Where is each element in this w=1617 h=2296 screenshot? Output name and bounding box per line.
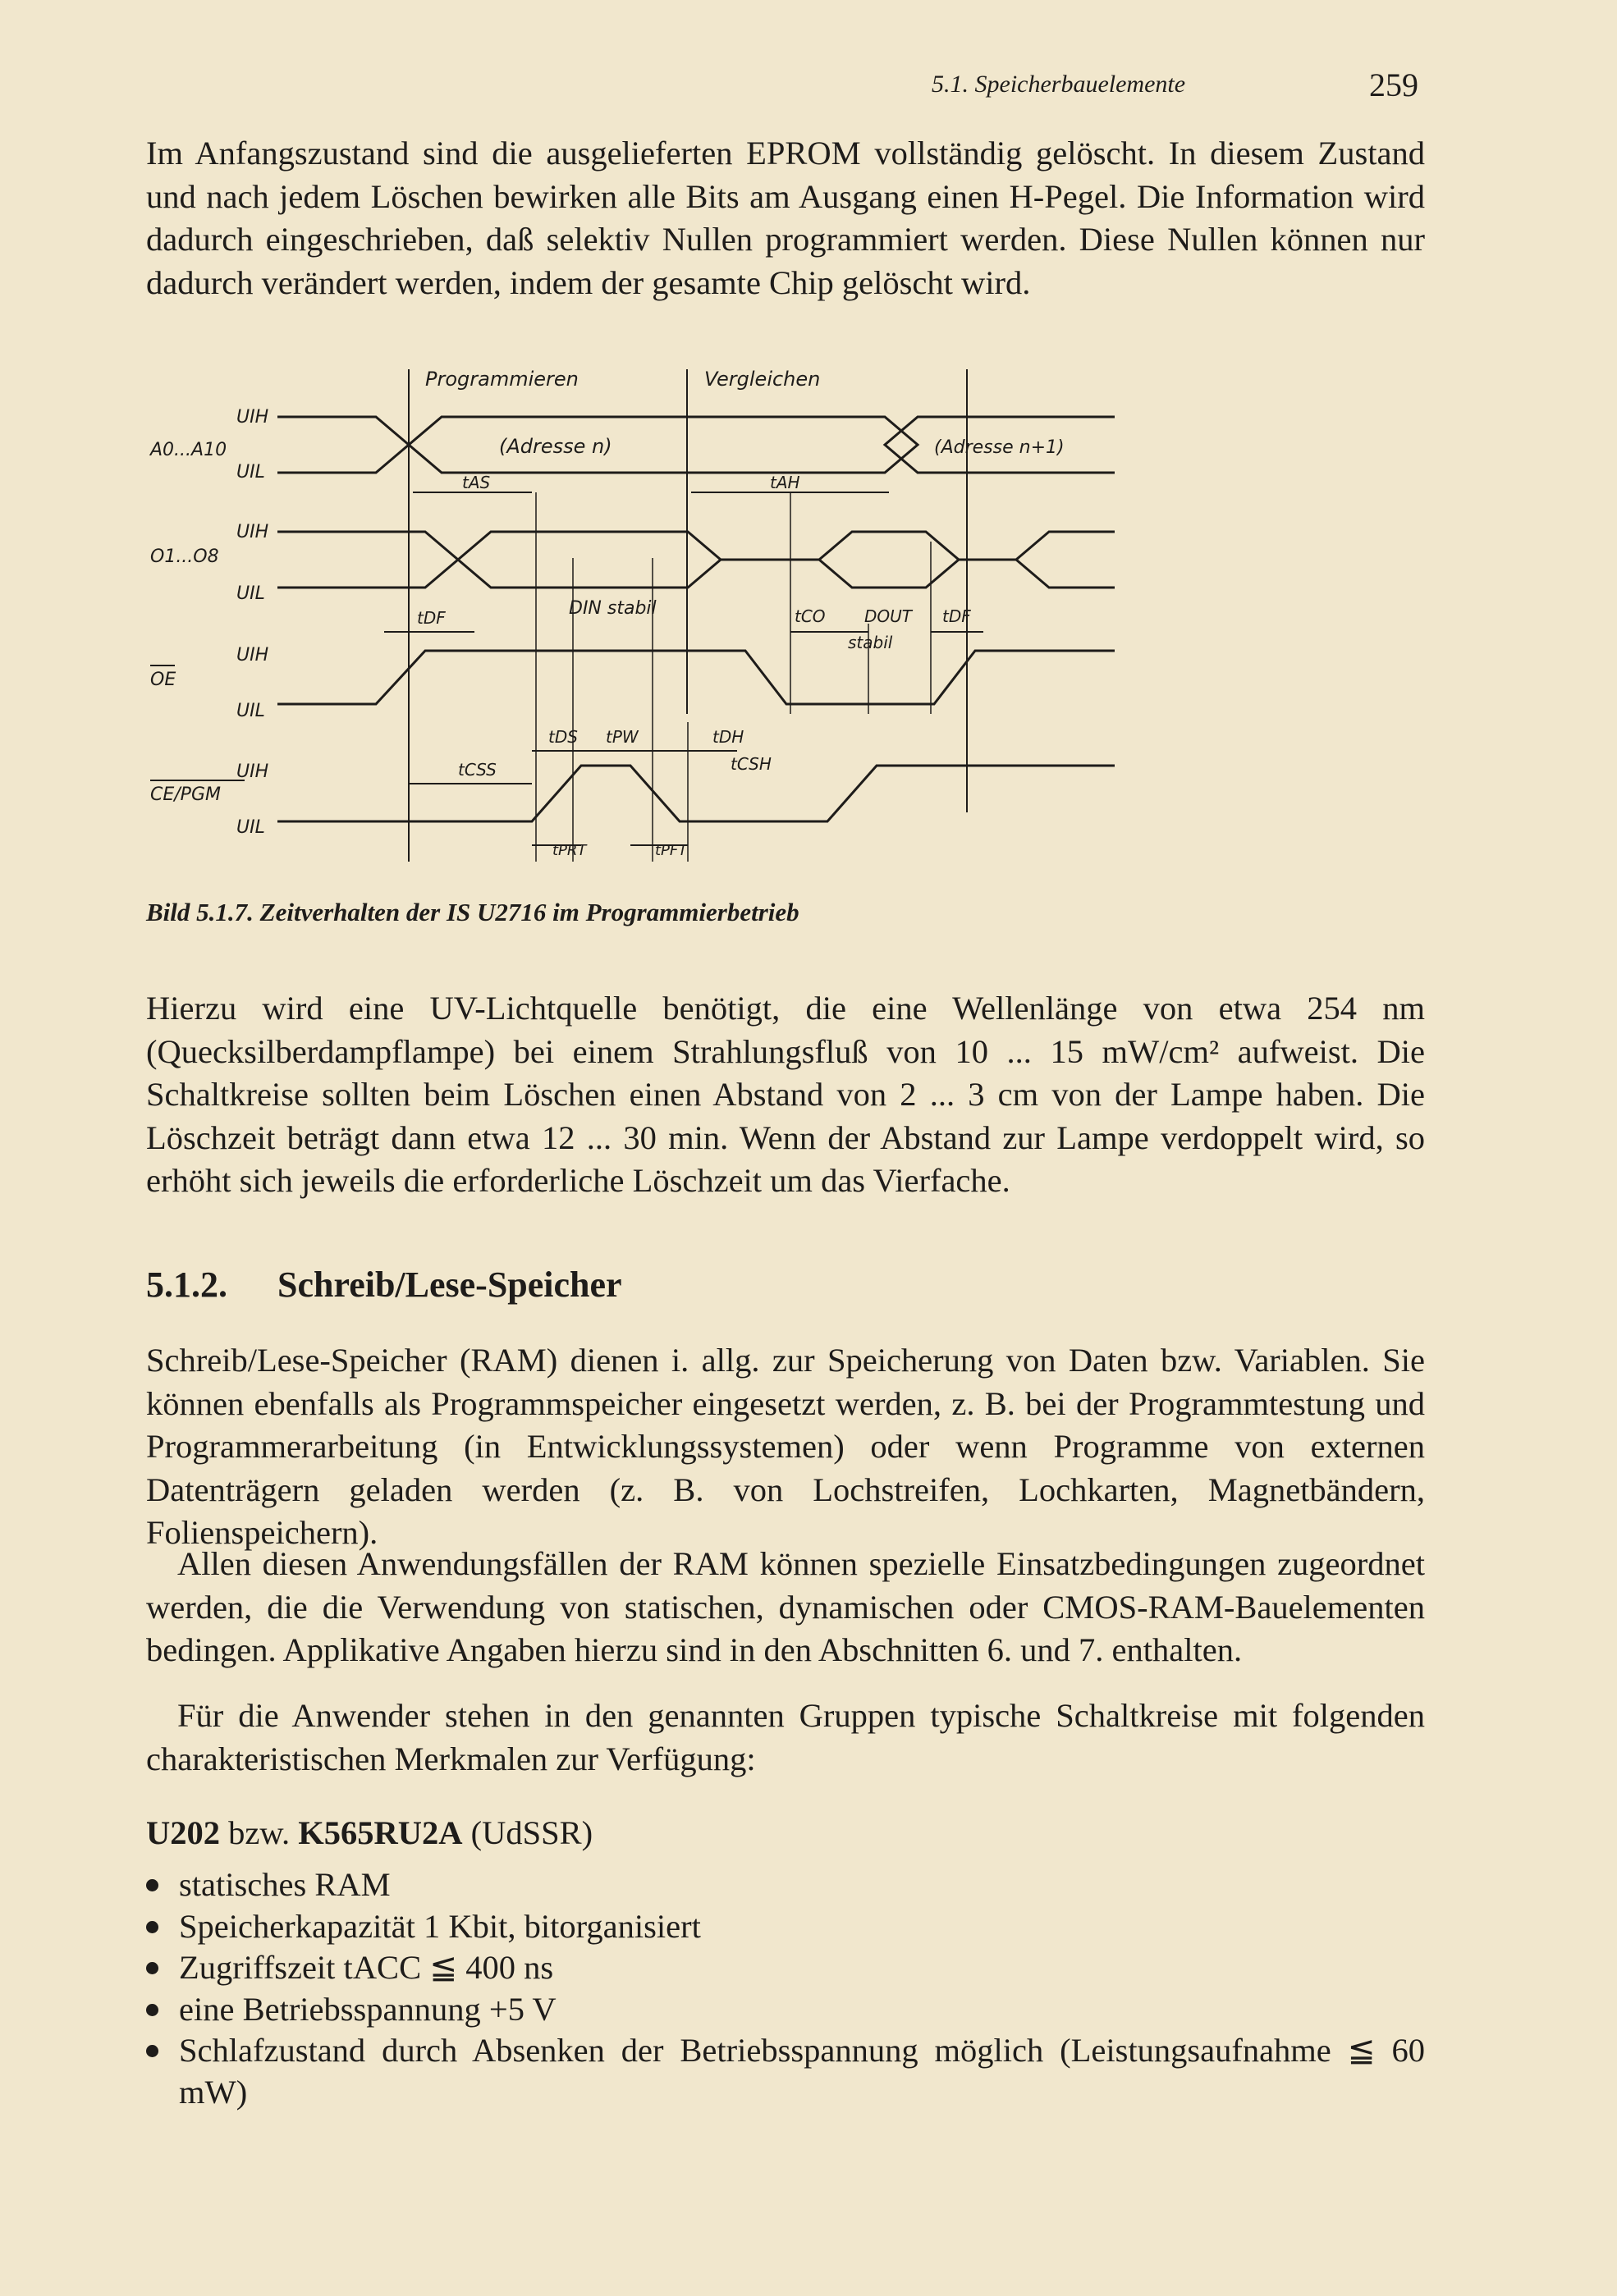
waveform-oe [277,651,1115,704]
level-high-oe: UIH [236,645,269,665]
waveform-ce-pgm [277,766,1115,821]
timing-diagram-svg [146,353,1131,886]
label-dout: DOUT [864,606,912,626]
paragraph-ram-groups: Für die Anwender stehen in den genannten Gruppen typische Schaltkreise mit folgenden charakteristischen Merkmalen zur Verfügung: [146,1697,1425,1777]
device-origin: (UdSSR) [470,1814,593,1851]
level-low-address: UIL [236,462,265,483]
bullet-icon [146,2004,158,2016]
waveform-address-b [409,417,918,473]
section-title: Schreib/Lese-Speicher [277,1265,622,1305]
timing-tdh: tDH [712,727,744,747]
level-high-data: UIH [236,522,269,542]
paragraph-ram-applications: Allen diesen Anwendungsfällen der RAM können spezielle Einsatzbedingungen zugeordnet werden, die die Verwendung von statischen, dynamischen oder CMOS-RAM-Bauelementen bedingen. Applikative Angaben hierzu sind in den Abschnitten 6. und 7. enthalten. [146,1545,1425,1668]
list-item: Schlafzustand durch Absenken der Betriebsspannung möglich (Leistungsaufnahme ≦ 60 mW) [146,2030,1425,2113]
device-connector: bzw. [228,1814,291,1851]
device-alt-name: K565RU2A [298,1814,463,1851]
level-high-ce: UIH [236,762,269,782]
level-low-ce: UIL [236,817,265,838]
list-item: eine Betriebsspannung +5 V [146,1989,1425,2031]
phase-label-verify: Vergleichen [704,368,821,391]
timing-tas: tAS [462,473,491,492]
bullet-icon [146,1962,158,1974]
timing-tds: tDS [548,727,578,747]
timing-tah: tAH [770,473,800,492]
timing-tdf-1: tDF [417,608,446,628]
list-item: Speicherkapazität 1 Kbit, bitorganisiert [146,1906,1425,1948]
device-feature-list [146,1864,1425,2113]
timing-diagram [146,353,1131,886]
label-address-n: (Adresse n) [499,435,612,458]
level-low-data: UIL [236,583,265,604]
paragraph-ram-intro: Schreib/Lese-Speicher (RAM) dienen i. allg. zur Speicherung von Daten bzw. Variablen. Sie können ebenfalls als Programmspeicher eingesetzt werden, z. B. bei der Programmtestung und Programmerarbeitung (in Entwicklungssystemen) oder wenn Programme von externen Datenträgern geladen werden (z. B. von Lochstreifen, Lochkarten, Magnetbändern, Folienspeichern). [146,1342,1425,1551]
timing-tdf-2: tDF [942,606,971,626]
signal-ce-pgm: CE/PGM [150,784,221,805]
signal-address: A0...A10 [150,440,227,460]
section-heading [146,1264,622,1306]
level-high-address: UIH [236,407,269,428]
waveform-data-b [458,532,721,588]
figure-caption: Bild 5.1.7. Zeitverhalten der IS U2716 im Programmierbetrieb [146,898,799,926]
timing-tcss: tCSS [458,760,497,780]
waveform-data-d [1016,532,1115,588]
bullet-icon [146,1879,158,1891]
list-item: statisches RAM [146,1864,1425,1906]
bullet-icon [146,1921,158,1933]
label-address-n1: (Adresse n+1) [934,437,1065,458]
device-heading [146,1813,593,1852]
timing-tco: tCO [795,606,826,626]
signal-oe: OE [150,670,176,690]
running-header-section: 5.1. Speicherbauelemente [932,71,1186,98]
timing-tcsh: tCSH [731,754,772,774]
section-number: 5.1.2. [146,1265,227,1305]
paragraph-uv-erase: Hierzu wird eine UV-Lichtquelle benötigt, die eine Wellenlänge von etwa 254 nm (Quecksilberdampflampe) bei einem Strahlungsfluß von 10 ... 15 mW/cm² aufweist. Die Schaltkreise sollten beim Löschen einen Abstand von 2 ... 3 cm von der Lampe haben. Die Löschzeit beträgt dann etwa 12 ... 30 min. Wenn der Abstand zur Lampe verdoppelt wird, so erhöht sich jeweils die erforderliche Löschzeit um das Vierfache. [146,990,1425,1199]
label-din-stable: DIN stabil [569,598,657,619]
label-stable: stabil [848,633,893,652]
timing-tpft: tPFT [655,842,688,859]
waveform-data-c [819,532,959,588]
paragraph-intro: Im Anfangszustand sind die ausgelieferten EPROM vollständig gelöscht. In diesem Zustand und nach jedem Löschen bewirken alle Bits am Ausgang einen H-Pegel. Die Information wird dadurch eingeschrieben, daß selektiv Nullen programmiert werden. Diese Nullen können nur dadurch verändert werden, indem der gesamte Chip gelöscht wird. [146,135,1425,301]
page-number: 259 [1369,66,1418,103]
level-low-oe: UIL [236,701,265,721]
timing-tprt: tPRT [552,842,587,859]
list-item: Zugriffszeit tACC ≦ 400 ns [146,1947,1425,1989]
device-name: U202 [146,1814,220,1851]
waveform-data-a [277,532,458,588]
waveform-address-a [277,417,409,473]
signal-data: O1...O8 [150,547,219,567]
phase-label-program: Programmieren [425,368,579,391]
timing-tpw: tPW [606,727,639,747]
bullet-icon [146,2045,158,2057]
